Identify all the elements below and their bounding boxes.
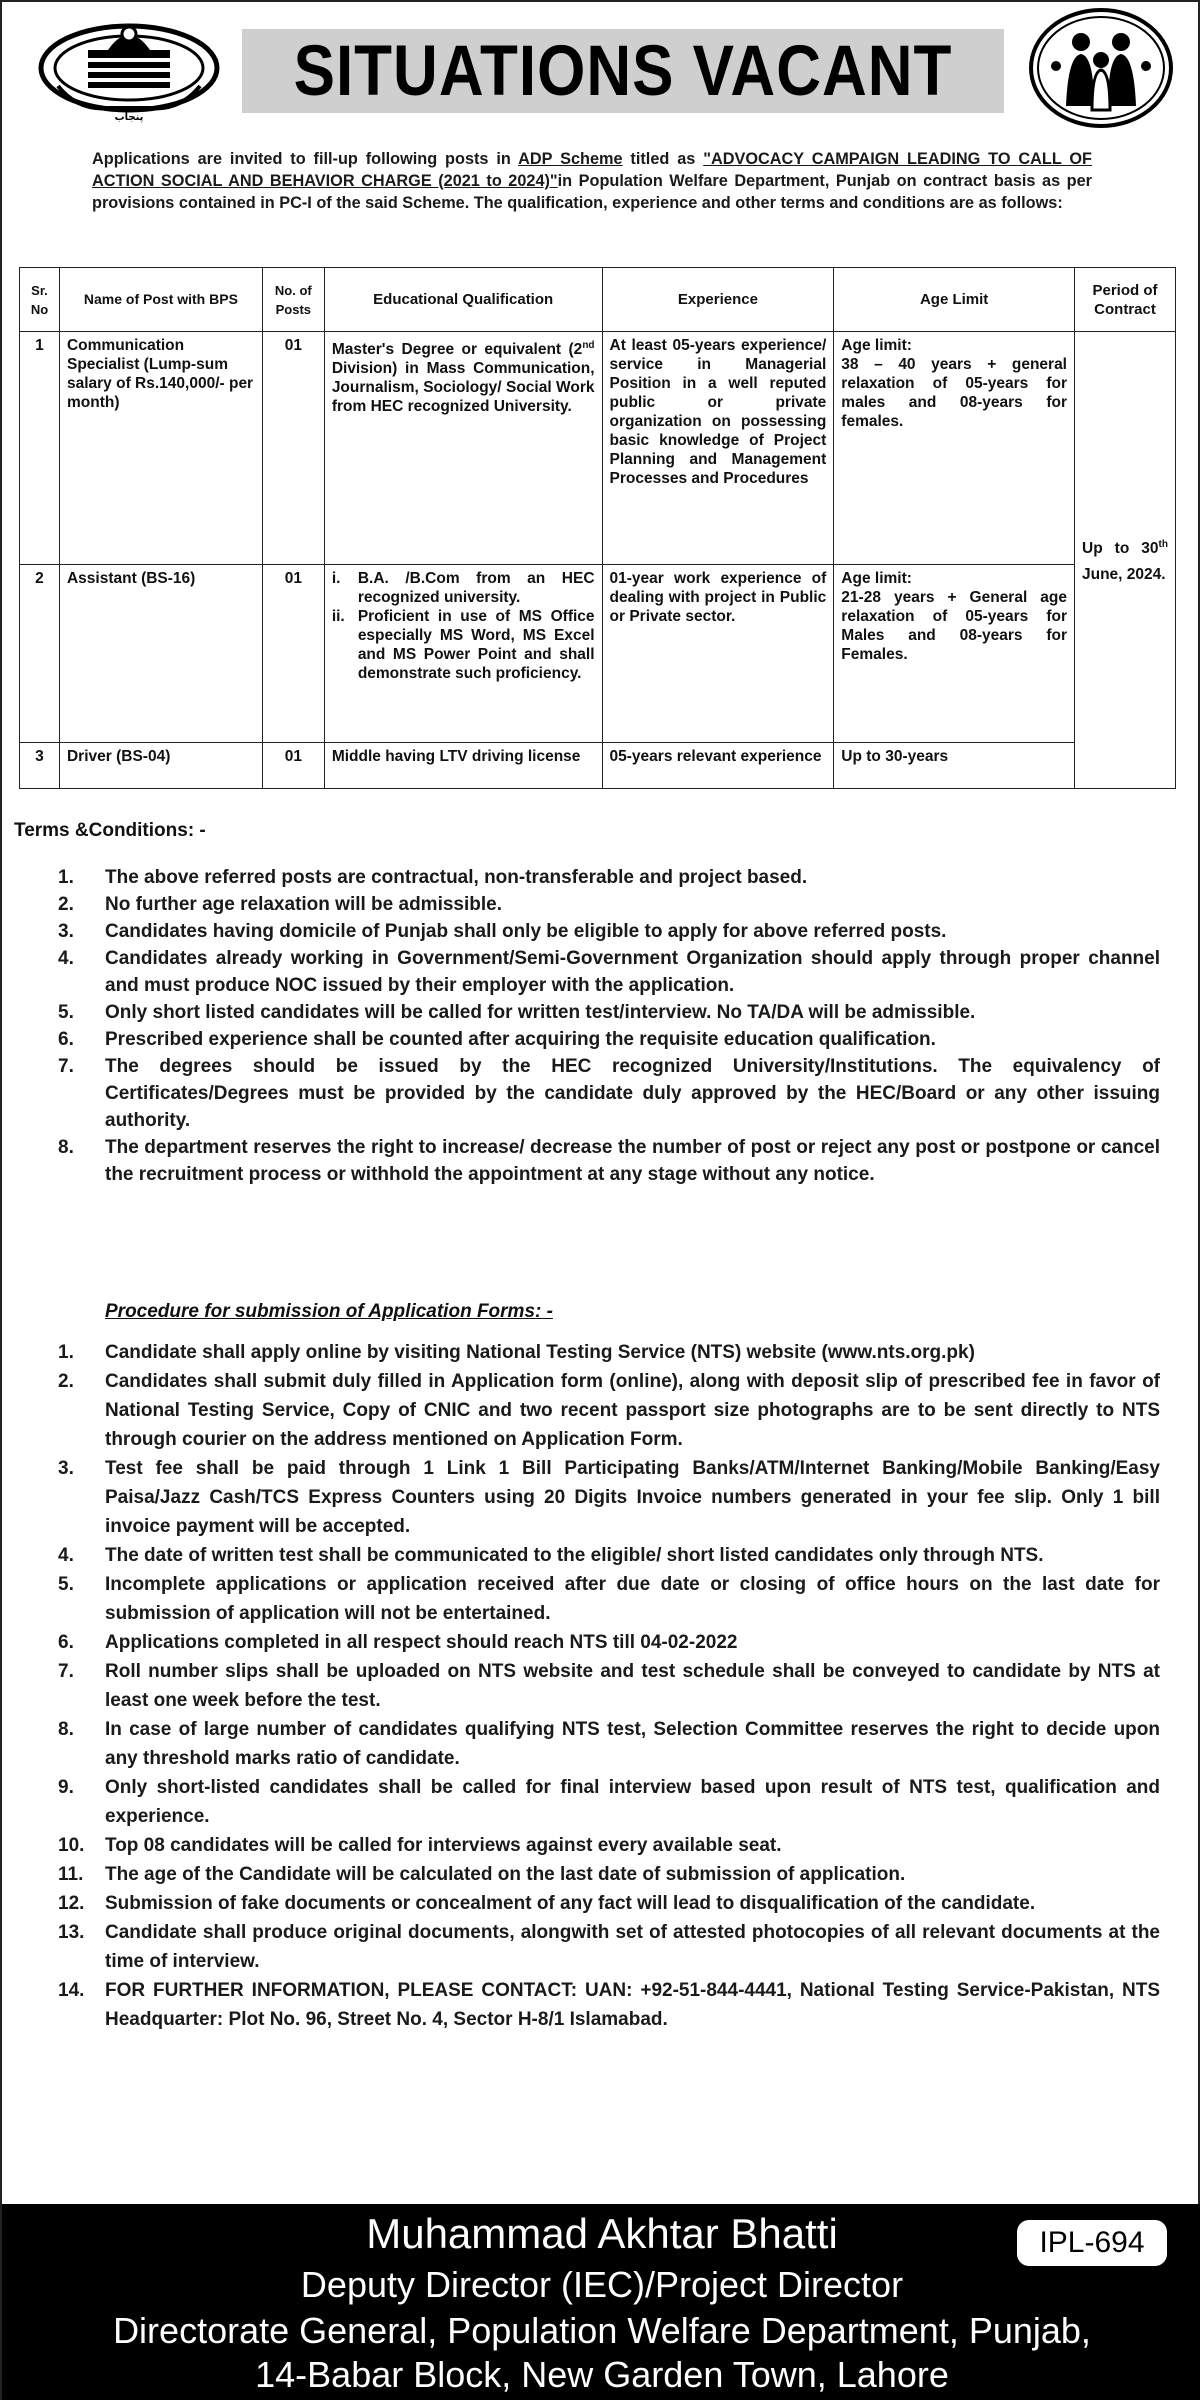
- posts-count-cell: 01: [262, 565, 324, 743]
- list-item: [58, 1657, 1160, 1715]
- list-text: Proficient in use of MS Office especially MS Word, MS Excel and MS Power Point and shall demonstrate such proficiency.: [357, 608, 595, 682]
- list-text: FOR FURTHER INFORMATION, PLEASE CONTACT: UAN: +92-51-844-4441, National Testing Service-Pakistan, NTS Headquarter: Plot No. 96, Street No. 4, Sector H-8/1 Islamabad.: [105, 1980, 1160, 2030]
- header-sr-no: Sr. No: [20, 268, 60, 332]
- intro-text: Applications are invited to fill-up following posts in: [92, 150, 519, 168]
- list-text: Candidate shall apply online by visiting National Testing Service (NTS) website (www.nts.org.pk): [105, 1342, 975, 1363]
- list-item: [58, 864, 1160, 891]
- experience-cell: At least 05-years experience/ service in Managerial Position in a well reputed public or private organization on possessing basic knowledge of Project Planning and Management Processes and Procedures: [602, 332, 834, 565]
- list-item: [58, 1918, 1160, 1976]
- table-row: [20, 332, 1176, 565]
- list-text: Candidates having domicile of Punjab shall only be eligible to apply for above referred posts.: [105, 921, 947, 942]
- list-item: [58, 945, 1160, 999]
- list-text: Applications completed in all respect should reach NTS till 04-02-2022: [105, 1632, 738, 1653]
- department-address: Directorate General, Population Welfare Department, Punjab,: [113, 2310, 1091, 2351]
- list-number: 13.: [58, 1922, 85, 1943]
- list-item: [58, 1541, 1160, 1570]
- post-name-cell: Driver (BS-04): [59, 743, 262, 789]
- intro-text: titled as: [622, 150, 704, 168]
- header-period-of-contract: Period of Contract: [1075, 268, 1176, 332]
- posts-table: [19, 267, 1176, 789]
- period-text: Up to 30: [1082, 540, 1159, 558]
- list-item: [58, 1134, 1160, 1188]
- age-limit-cell: Up to 30-years: [834, 743, 1075, 789]
- table-header-row: [20, 268, 1176, 332]
- list-number: 12.: [58, 1893, 85, 1914]
- title-banner: [242, 29, 1004, 113]
- list-text: The above referred posts are contractual, non-transferable and project based.: [105, 867, 808, 888]
- list-text: Test fee shall be paid through 1 Link 1 Bill Participating Banks/ATM/Internet Banking/Mobile Banking/Easy Paisa/Jazz Cash/TCS Express Counters using 20 Digits Invoice numbers generated in your fee slip. Only 1 bill invoice payment will be accepted.: [105, 1458, 1160, 1537]
- list-number: 6.: [58, 1029, 74, 1050]
- list-item: [58, 1860, 1160, 1889]
- adp-scheme-label: ADP Scheme: [518, 150, 623, 168]
- list-number: 4.: [58, 948, 74, 969]
- superscript: nd: [582, 340, 595, 351]
- age-limit-text: 21-28 years + General age relaxation of 05-years for Males and 08-years for Females.: [841, 589, 1067, 663]
- list-text: B.A. /B.Com from an HEC recognized university.: [357, 570, 595, 606]
- sr-no-cell: 3: [20, 743, 60, 789]
- list-number: 8.: [58, 1719, 74, 1740]
- signatory-name: Muhammad Akhtar Bhatti: [366, 2210, 838, 2257]
- list-item: [58, 1628, 1160, 1657]
- list-text: The department reserves the right to increase/ decrease the number of post or reject any post or postpone or cancel the recruitment process or withhold the appointment at any stage without any notice.: [105, 1137, 1160, 1185]
- list-item: [58, 1053, 1160, 1134]
- list-item: [58, 1715, 1160, 1773]
- list-item: [58, 1773, 1160, 1831]
- post-name-cell: Assistant (BS-16): [59, 565, 262, 743]
- list-number: 7.: [58, 1661, 74, 1682]
- list-item: [58, 999, 1160, 1026]
- svg-text:پنجاب: پنجاب: [114, 112, 144, 123]
- list-text: Top 08 candidates will be called for interviews against every available seat.: [105, 1835, 782, 1856]
- list-item: [332, 569, 595, 607]
- list-item: [58, 918, 1160, 945]
- age-limit-cell: [834, 332, 1075, 565]
- punjab-government-emblem-icon: [38, 16, 220, 126]
- list-number: 9.: [58, 1777, 74, 1798]
- list-number: 5.: [58, 1574, 74, 1595]
- terms-list: [58, 864, 1160, 1188]
- posts-count-cell: 01: [262, 332, 324, 565]
- post-name-cell: Communication Specialist (Lump-sum salary of Rs.140,000/- per month): [59, 332, 262, 565]
- list-item: [58, 1338, 1160, 1367]
- list-text: Only short-listed candidates shall be called for final interview based upon result of NTS test, qualification and experience.: [105, 1777, 1160, 1827]
- list-number: 3.: [58, 921, 74, 942]
- header-no-of-posts: No. of Posts: [262, 268, 324, 332]
- sr-no-cell: 1: [20, 332, 60, 565]
- list-text: The degrees should be issued by the HEC recognized University/Institutions. The equivalency of Certificates/Degrees must be provided by the candidate duly approved by the HEC/Board or any other issuing authority.: [105, 1056, 1160, 1131]
- list-number: 1.: [58, 1342, 74, 1363]
- ipl-badge: IPL-694: [1017, 2220, 1167, 2266]
- list-number: 10.: [58, 1835, 85, 1856]
- list-item: [58, 1570, 1160, 1628]
- list-text: Prescribed experience shall be counted after acquiring the requisite education qualification.: [105, 1029, 936, 1050]
- procedure-list: [58, 1338, 1160, 2034]
- list-text: Candidates already working in Government/Semi-Government Organization should apply through proper channel and must produce NOC issued by their employer with the application.: [105, 948, 1160, 996]
- experience-cell: 01-year work experience of dealing with project in Public or Private sector.: [602, 565, 834, 743]
- header-experience: Experience: [602, 268, 834, 332]
- footer-signature-block: [2, 2204, 1200, 2400]
- list-item: [58, 1454, 1160, 1541]
- list-item: [58, 1889, 1160, 1918]
- period-of-contract-cell: [1075, 332, 1176, 789]
- qualification-text: Division) in Mass Communication, Journalism, Sociology/ Social Work from HEC recognized University.: [331, 360, 595, 416]
- qualification-list: [332, 569, 595, 683]
- age-limit-cell: [834, 565, 1075, 743]
- age-limit-title: Age limit:: [841, 570, 912, 587]
- qualification-cell: [324, 332, 602, 565]
- list-item: [58, 1367, 1160, 1454]
- table-row: [20, 743, 1176, 789]
- list-text: In case of large number of candidates qualifying NTS test, Selection Committee reserves the right to decide upon any threshold marks ratio of candidate.: [105, 1719, 1160, 1769]
- list-number: 2.: [58, 1371, 74, 1392]
- list-number: 8.: [58, 1137, 74, 1158]
- intro-text: in Population Welfare Department, Punjab on contract basis as per provisions contained in PC-I of the said Scheme. The qualification, experience and other terms and conditions are as follows:: [92, 172, 1092, 212]
- list-text: Incomplete applications or application received after due date or closing of office hours on the last date for submission of application will not be entertained.: [105, 1574, 1160, 1624]
- list-text: Roll number slips shall be uploaded on NTS website and test schedule shall be conveyed to candidate by NTS at least one week before the test.: [105, 1661, 1160, 1711]
- list-number: 3.: [58, 1458, 74, 1479]
- list-text: Submission of fake documents or concealment of any fact will lead to disqualification of the candidate.: [105, 1893, 1036, 1914]
- list-number: ii.: [331, 608, 345, 625]
- list-number: 5.: [58, 1002, 74, 1023]
- list-number: 4.: [58, 1545, 74, 1566]
- list-text: Candidate shall produce original documents, alongwith set of attested photocopies of all relevant documents at the time of interview.: [105, 1922, 1160, 1972]
- superscript: th: [1158, 538, 1168, 550]
- procedure-heading: Procedure for submission of Application Forms: -: [105, 1301, 553, 1322]
- header-age-limit: Age Limit: [834, 268, 1075, 332]
- qualification-cell: [324, 565, 602, 743]
- qualification-cell: Middle having LTV driving license: [324, 743, 602, 789]
- sr-no-cell: 2: [20, 565, 60, 743]
- experience-cell: 05-years relevant experience: [602, 743, 834, 789]
- list-item: [58, 1026, 1160, 1053]
- list-item: [58, 1831, 1160, 1860]
- list-number: 2.: [58, 894, 74, 915]
- header-qualification: Educational Qualification: [324, 268, 602, 332]
- list-number: i.: [331, 570, 341, 587]
- list-number: 11.: [58, 1864, 84, 1885]
- list-number: 6.: [58, 1632, 74, 1653]
- age-limit-title: Age limit:: [841, 337, 912, 354]
- list-number: 14.: [58, 1980, 85, 2001]
- list-text: The date of written test shall be communicated to the eligible/ short listed candidates only through NTS.: [105, 1545, 1044, 1566]
- street-address: 14-Babar Block, New Garden Town, Lahore: [255, 2354, 949, 2395]
- period-text: June, 2024.: [1082, 566, 1166, 584]
- list-text: No further age relaxation will be admissible.: [105, 894, 502, 915]
- list-item: [58, 891, 1160, 918]
- list-text: The age of the Candidate will be calculated on the last date of submission of application.: [105, 1864, 906, 1885]
- intro-paragraph: [92, 148, 1092, 214]
- terms-heading: Terms &Conditions: -: [14, 820, 206, 841]
- list-text: Candidates shall submit duly filled in Application form (online), along with deposit slip of prescribed fee in favor of National Testing Service, Copy of CNIC and two recent passport size photographs are to be sent directly to NTS through courier on the address mentioned on Application Form.: [105, 1371, 1160, 1450]
- header-post-name: Name of Post with BPS: [59, 268, 262, 332]
- list-item: [58, 1976, 1160, 2034]
- page-title: SITUATIONS VACANT: [293, 31, 953, 111]
- age-limit-text: 38 – 40 years + general relaxation of 05-years for males and 08-years for females.: [841, 356, 1067, 430]
- campaign-title: "ADVOCACY CAMPAIGN LEADING TO CALL OF ACTION SOCIAL AND BEHAVIOR CHARGE (2021 to 2024)": [92, 150, 1092, 190]
- list-number: 1.: [58, 867, 74, 888]
- list-text: Only short listed candidates will be called for written test/interview. No TA/DA will be admissible.: [105, 1002, 976, 1023]
- posts-count-cell: 01: [262, 743, 324, 789]
- population-welfare-family-logo-icon: [1026, 6, 1176, 130]
- qualification-text: Master's Degree or equivalent (2: [331, 341, 583, 359]
- list-number: 7.: [58, 1056, 74, 1077]
- signatory-designation: Deputy Director (IEC)/Project Director: [300, 2264, 904, 2305]
- list-item: [332, 607, 595, 683]
- table-row: [20, 565, 1176, 743]
